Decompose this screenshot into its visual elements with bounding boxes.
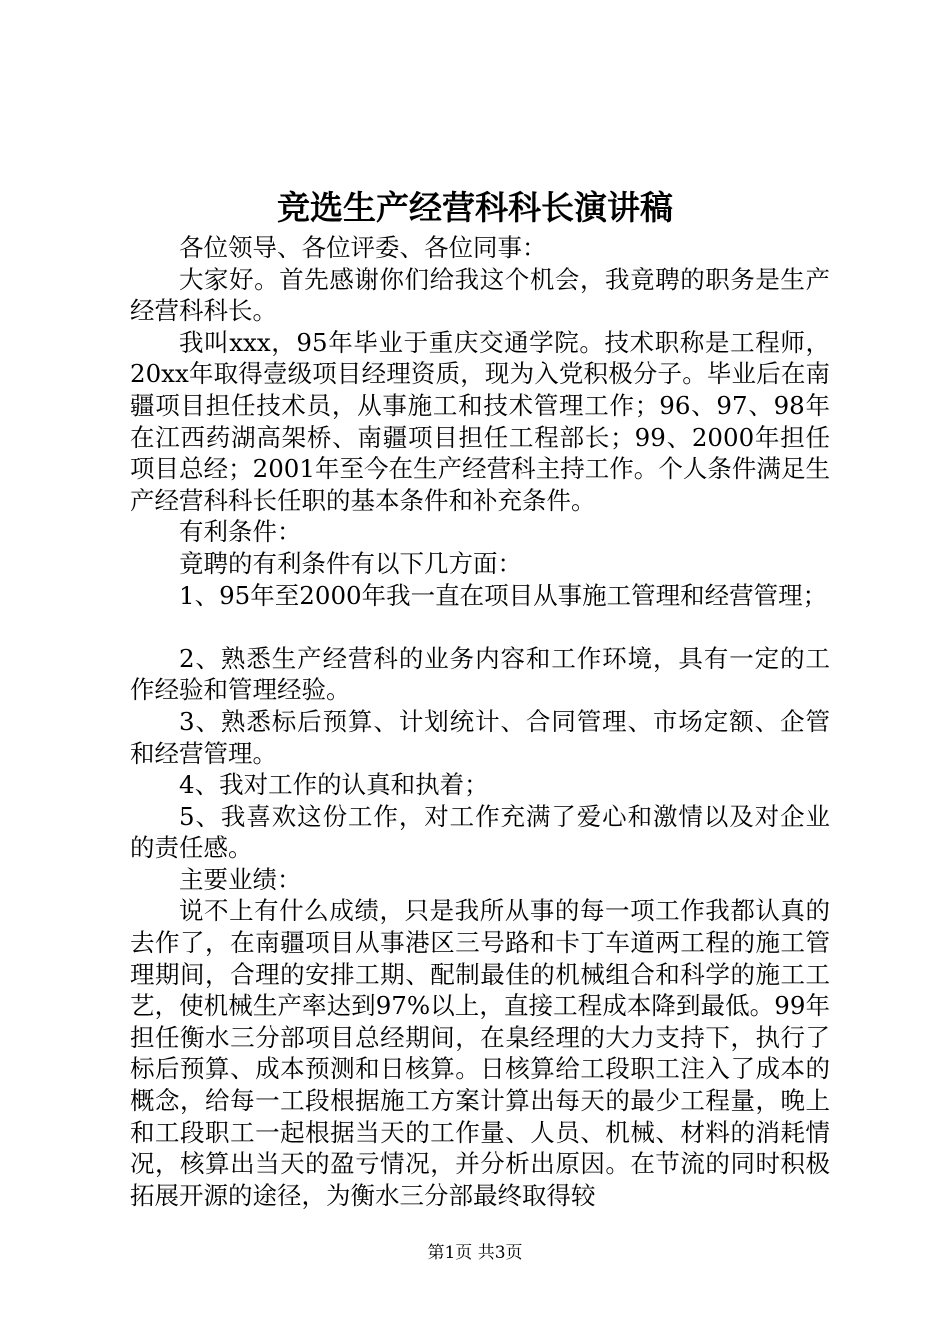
paragraph-advantage-4: 4、我对工作的认真和执着； bbox=[179, 770, 489, 800]
paragraph-intro: 大家好。首先感谢你们给我这个机会，我竟聘的职务是生产经营科科长。 bbox=[130, 264, 830, 326]
paragraph-achievements-heading: 主要业绩： bbox=[179, 864, 302, 894]
paragraph-greeting: 各位领导、各位评委、各位同事： bbox=[179, 233, 547, 262]
paragraph-background: 我叫xxx，95年毕业于重庆交通学院。技术职称是工程师，20xx年取得壹级项目经理资质，现为入党积极分子。毕业后在南疆项目担任技术员，从事施工和技术管理工作；96、97、98年在江西药湖高架桥、南疆项目担任工程部长；99、2000年担任项目总经；2001年至今在生产经营科主持工作。个人条件满足生产经营科科长任职的基本条件和补充条件。 bbox=[130, 327, 830, 515]
document-title: 竞选生产经营科科长演讲稿 bbox=[277, 188, 673, 227]
document-body bbox=[130, 232, 830, 1211]
paragraph-advantages-intro: 竟聘的有利条件有以下几方面： bbox=[179, 548, 522, 578]
page-number-footer: 第1页 共3页 bbox=[427, 1243, 523, 1263]
paragraph-achievements: 说不上有什么成绩，只是我所从事的每一项工作我都认真的去作了，在南疆项目从事港区三号路和卡丁车道两工程的施工管理期间，合理的安排工期、配制最佳的机械组合和科学的施工工艺，使机械生产率达到97%以上，直接工程成本降到最低。99年担任衡水三分部项目总经期间，在臬经理的大力支持下，执行了标后预算、成本预测和日核算。日核算给工段职工注入了成本的概念，给每一工段根据施工方案计算出每天的最少工程量，晚上和工段职工一起根据当天的工作量、人员、机械、材料的消耗情况，核算出当天的盈亏情况，并分析出原因。在节流的同时积极拓展开源的途径，为衡水三分部最终取得较 bbox=[130, 896, 830, 1210]
blank-line bbox=[130, 611, 830, 643]
paragraph-advantage-5: 5、我喜欢这份工作，对工作充满了爱心和激情以及对企业的责任感。 bbox=[130, 801, 830, 863]
paragraph-advantage-2: 2、熟悉生产经营科的业务内容和工作环境，具有一定的工作经验和管理经验。 bbox=[130, 643, 830, 705]
paragraph-advantage-1: 1、95年至2000年我一直在项目从事施工管理和经营管理； bbox=[179, 580, 828, 610]
paragraph-advantages-heading: 有利条件： bbox=[179, 517, 302, 547]
paragraph-advantage-3: 3、熟悉标后预算、计划统计、合同管理、市场定额、企管和经营管理。 bbox=[130, 706, 830, 768]
